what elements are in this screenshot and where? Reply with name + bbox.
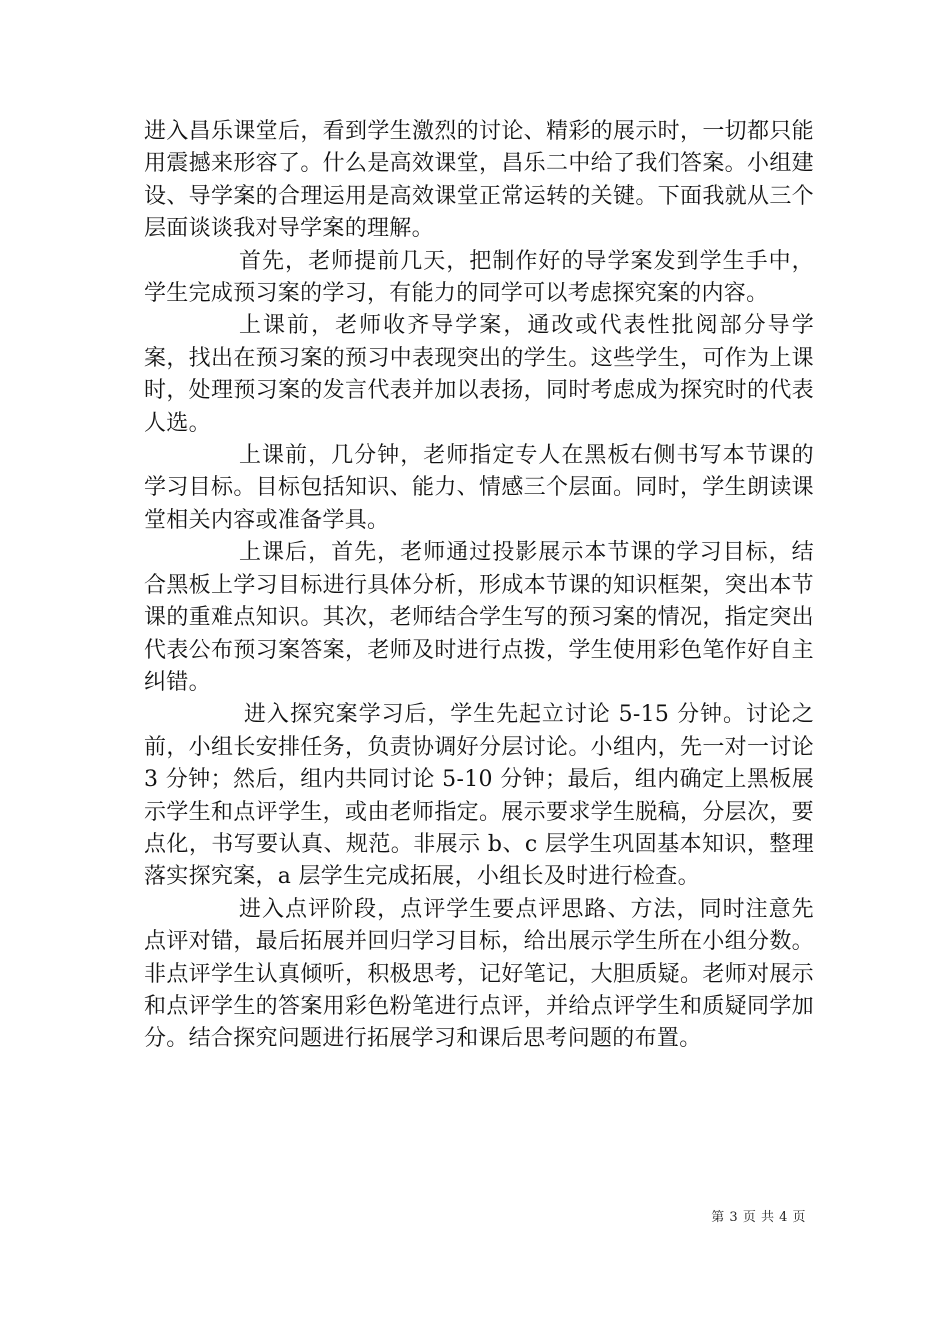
document-body — [144, 116, 814, 1056]
paragraph-intro: 进入昌乐课堂后，看到学生激烈的讨论、精彩的展示时，一切都只能用震撼来形容了。什么是高效课堂，昌乐二中给了我们答案。小组建设、导学案的合理运用是高效课堂正常运转的关键。下面我就从三个层面谈谈我对导学案的理解。 — [144, 119, 814, 242]
paragraph-review-stage: 进入点评阶段，点评学生要点评思路、方法，同时注意先点评对错，最后拓展并回归学习目标，给出展示学生所在小组分数。非点评学生认真倾听，积极思考，记好笔记，大胆质疑。老师对展示和点评学生的答案用彩色粉笔进行点评，并给点评学生和质疑同学加分。结合探究问题进行拓展学习和课后思考问题的布置。 — [144, 896, 814, 1052]
page-number-footer: 第 3 页 共 4 页 — [711, 1210, 806, 1225]
paragraph-first-step: 首先，老师提前几天，把制作好的导学案发到学生手中，学生完成预习案的学习，有能力的同学可以考虑探究案的内容。 — [144, 248, 814, 307]
paragraph-after-class-start: 上课后，首先，老师通过投影展示本节课的学习目标，结合黑板上学习目标进行具体分析，形成本节课的知识框架，突出本节课的重难点知识。其次，老师结合学生写的预习案的情况，指定突出代表公布预习案答案，老师及时进行点拨，学生使用彩色笔作好自主纠错。 — [144, 540, 814, 695]
paragraph-before-class: 上课前，老师收齐导学案，通改或代表性批阅部分导学案，找出在预习案的预习中表现突出的学生。这些学生，可作为上课时，处理预习案的发言代表并加以表扬，同时考虑成为探究时的代表人选。 — [144, 313, 814, 436]
paragraph-inquiry-stage: 进入探究案学习后，学生先起立讨论 5-15 分钟。讨论之前，小组长安排任务，负责协调好分层讨论。小组内，先一对一讨论 3 分钟；然后，组内共同讨论 5-10 分钟；最后，组内确定上黑板展示学生和点评学生，或由老师指定。展示要求学生脱稿，分层次，要点化，书写要认真、规范。非展示 b、c 层学生巩固基本知识，整理落实探究案，a 层学生完成拓展，小组长及时进行检查。 — [144, 702, 814, 890]
paragraph-before-class-minutes: 上课前，几分钟，老师指定专人在黑板右侧书写本节课的学习目标。目标包括知识、能力、情感三个层面。同时，学生朗读课堂相关内容或准备学具。 — [144, 443, 814, 533]
